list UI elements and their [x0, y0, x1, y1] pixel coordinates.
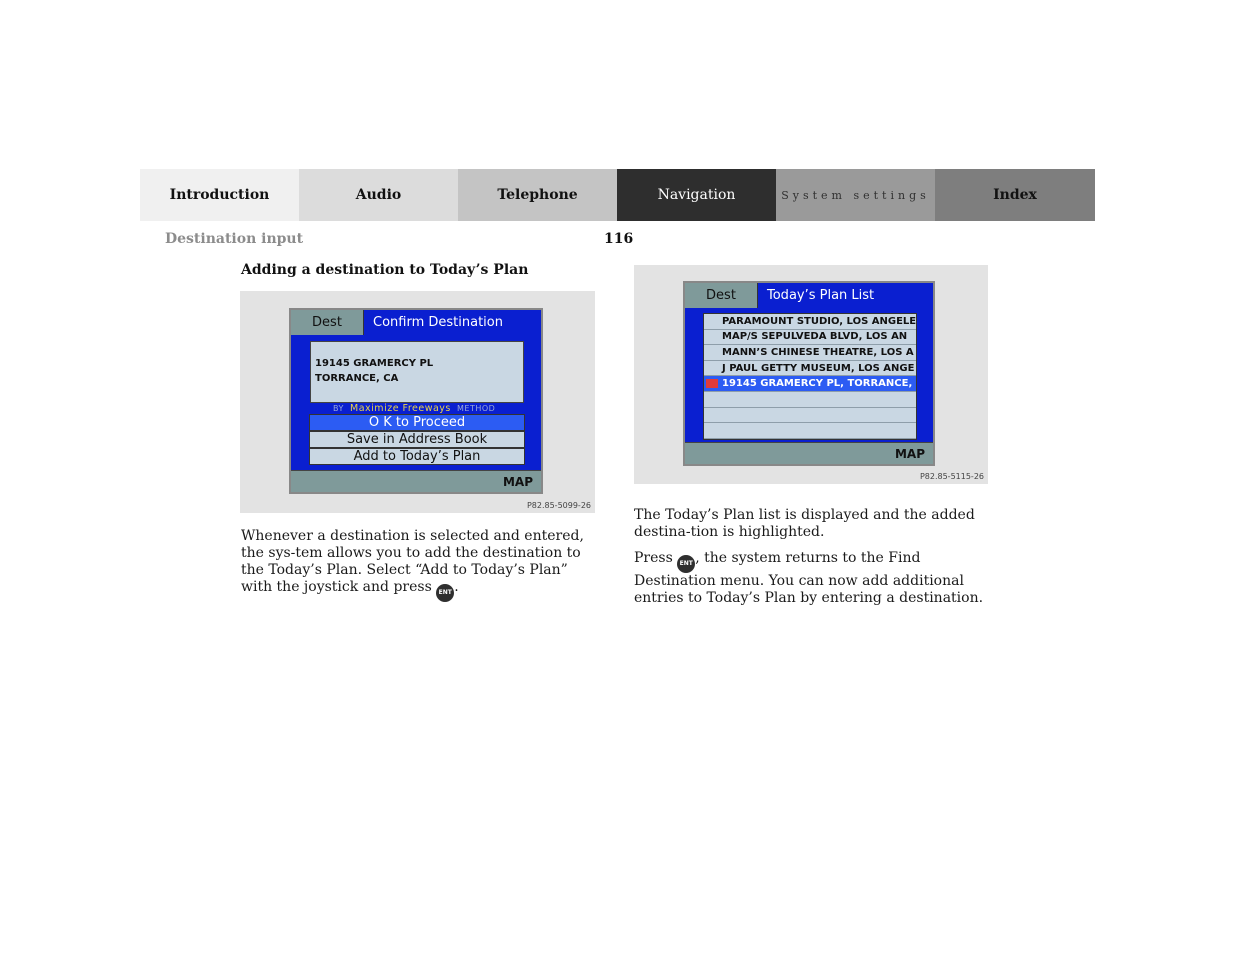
- address-line-2: TORRANCE, CA: [315, 373, 399, 384]
- tab-introduction[interactable]: Introduction: [140, 169, 299, 221]
- list-item-empty[interactable]: [704, 423, 916, 439]
- nav-screen: [289, 308, 543, 494]
- ok-to-proceed-option[interactable]: O K to Proceed: [309, 414, 525, 431]
- map-label[interactable]: MAP: [894, 446, 925, 461]
- section-heading: Adding a destination to Today’s Plan: [241, 262, 529, 278]
- tab-audio[interactable]: Audio: [299, 169, 458, 221]
- method-by: BY: [333, 404, 344, 413]
- tab-index[interactable]: Index: [935, 169, 1095, 221]
- address-box: [310, 341, 524, 403]
- ent-button-icon: ENT: [436, 584, 454, 602]
- screen-tab-dest: Dest: [685, 283, 758, 308]
- left-paragraph: [241, 528, 603, 602]
- route-method: [333, 403, 495, 414]
- screen-title: Confirm Destination: [373, 315, 503, 330]
- ent-button-icon: ENT: [677, 555, 695, 573]
- left-text-end: .: [454, 579, 459, 595]
- right-text-rest: , the system returns to the Find Destination menu. You can now add additional entries to Today’s Plan by entering a destination.: [634, 550, 984, 606]
- top-navigation: [140, 169, 1095, 221]
- figure-code: P82.85-5099-26: [526, 501, 591, 510]
- tab-navigation[interactable]: Navigation: [617, 169, 776, 221]
- left-text: Whenever a destination is selected and entered, the sys-tem allows you to add the destination to the Today’s Plan. Select “Add to Today’s Plan” with the joystick and press: [241, 528, 584, 595]
- section-label: Destination input: [165, 231, 304, 247]
- figure-code: P82.85-5115-26: [919, 472, 984, 481]
- list-item-empty[interactable]: [704, 408, 916, 424]
- list-item[interactable]: PARAMOUNT STUDIO, LOS ANGELE: [704, 314, 916, 330]
- add-to-todays-plan-option[interactable]: Add to Today’s Plan: [309, 448, 525, 465]
- right-paragraph-1: The Today’s Plan list is displayed and the added destina-tion is highlighted.: [634, 507, 975, 540]
- nav-screen: [683, 281, 935, 466]
- list-item-label: 19145 GRAMERCY PL, TORRANCE,: [722, 378, 913, 390]
- tab-telephone[interactable]: Telephone: [458, 169, 617, 221]
- screenshot-todays-plan-list: [634, 265, 988, 484]
- list-item[interactable]: J PAUL GETTY MUSEUM, LOS ANGE: [704, 361, 916, 377]
- map-footer: [685, 442, 933, 464]
- list-item[interactable]: MAP/S SEPULVEDA BLVD, LOS AN: [704, 330, 916, 346]
- flag-icon: [706, 379, 718, 388]
- list-item-empty[interactable]: [704, 392, 916, 408]
- right-paragraph-2: [634, 550, 996, 607]
- screen-tab-dest: Dest: [291, 310, 364, 335]
- press-word: Press: [634, 550, 673, 566]
- tab-system-settings[interactable]: System settings: [776, 169, 935, 221]
- method-value: Maximize Freeways: [350, 403, 451, 414]
- list-item-highlighted[interactable]: [704, 376, 916, 392]
- map-footer: [291, 470, 541, 492]
- address-line-1: 19145 GRAMERCY PL: [315, 358, 434, 369]
- screenshot-confirm-destination: [240, 291, 595, 513]
- screen-title: Today’s Plan List: [767, 288, 875, 303]
- todays-plan-list: [703, 313, 917, 440]
- save-in-address-book-option[interactable]: Save in Address Book: [309, 431, 525, 448]
- map-label[interactable]: MAP: [502, 474, 533, 489]
- list-item[interactable]: MANN’S CHINESE THEATRE, LOS A: [704, 345, 916, 361]
- right-paragraphs: [634, 507, 996, 607]
- method-suffix: METHOD: [456, 404, 496, 413]
- page-number: 116: [604, 231, 634, 247]
